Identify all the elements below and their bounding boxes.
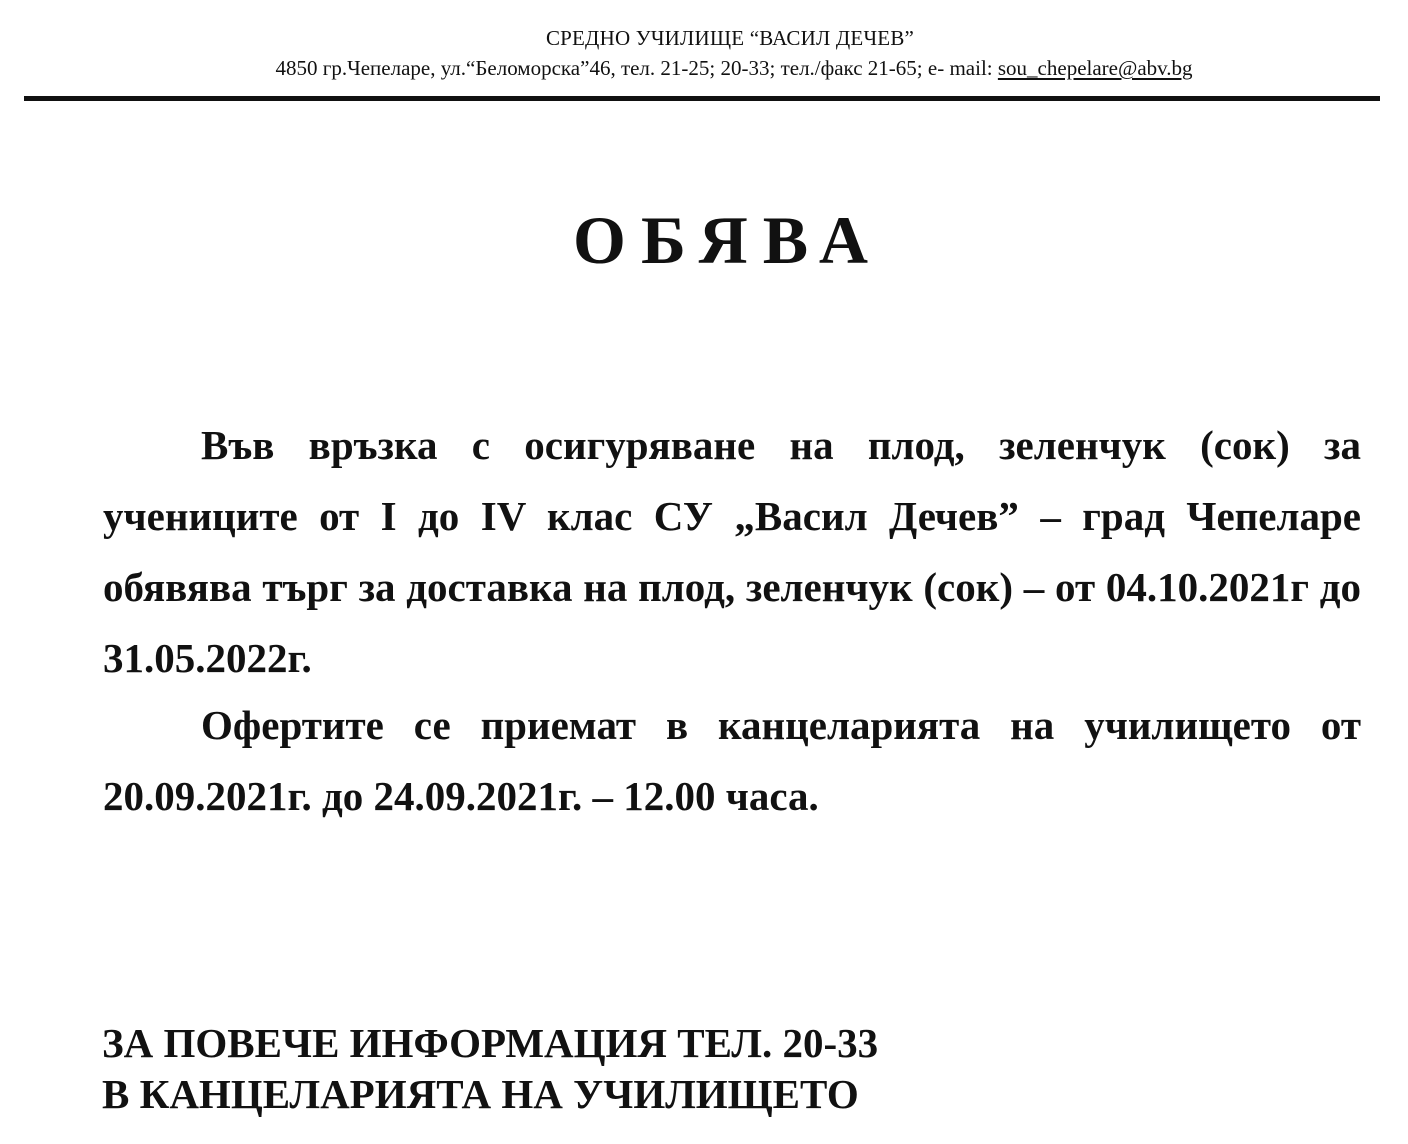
footer-line-info: ЗА ПОВЕЧЕ ИНФОРМАЦИЯ ТЕЛ. 20-33 [102, 1020, 879, 1066]
address-text: 4850 гр.Чепеларе, ул.“Беломорска”46, тел. 21-25; 20-33; тел./факс 21-65; е- mail: [275, 56, 998, 80]
email-link[interactable]: sou_chepelare@abv.bg [997, 56, 1193, 80]
school-address [0, 54, 1408, 82]
header-divider [24, 96, 1380, 101]
announcement-paragraph-2: Офертите се приемат в канцеларията на училището от 20.09.2021г. до 24.09.2021г. – 12.00 часа. [103, 702, 1361, 819]
footer-line-office: В КАНЦЕЛАРИЯТА НА УЧИЛИЩЕТО [102, 1071, 859, 1117]
announcement-title: ОБЯВА [573, 202, 883, 278]
contact-footer [102, 1018, 1202, 1120]
announcement-paragraph-1: Във връзка с осигуряване на плод, зеленчук (сок) за учениците от I до IV клас СУ „Васил Дечев” – град Чепеларе обявява търг за доставка на плод, зеленчук (сок) – от 04.10.2021г до 31.05.2022г. [103, 422, 1361, 681]
school-name: СРЕДНО УЧИЛИЩЕ “ВАСИЛ ДЕЧЕВ” [545, 26, 915, 50]
